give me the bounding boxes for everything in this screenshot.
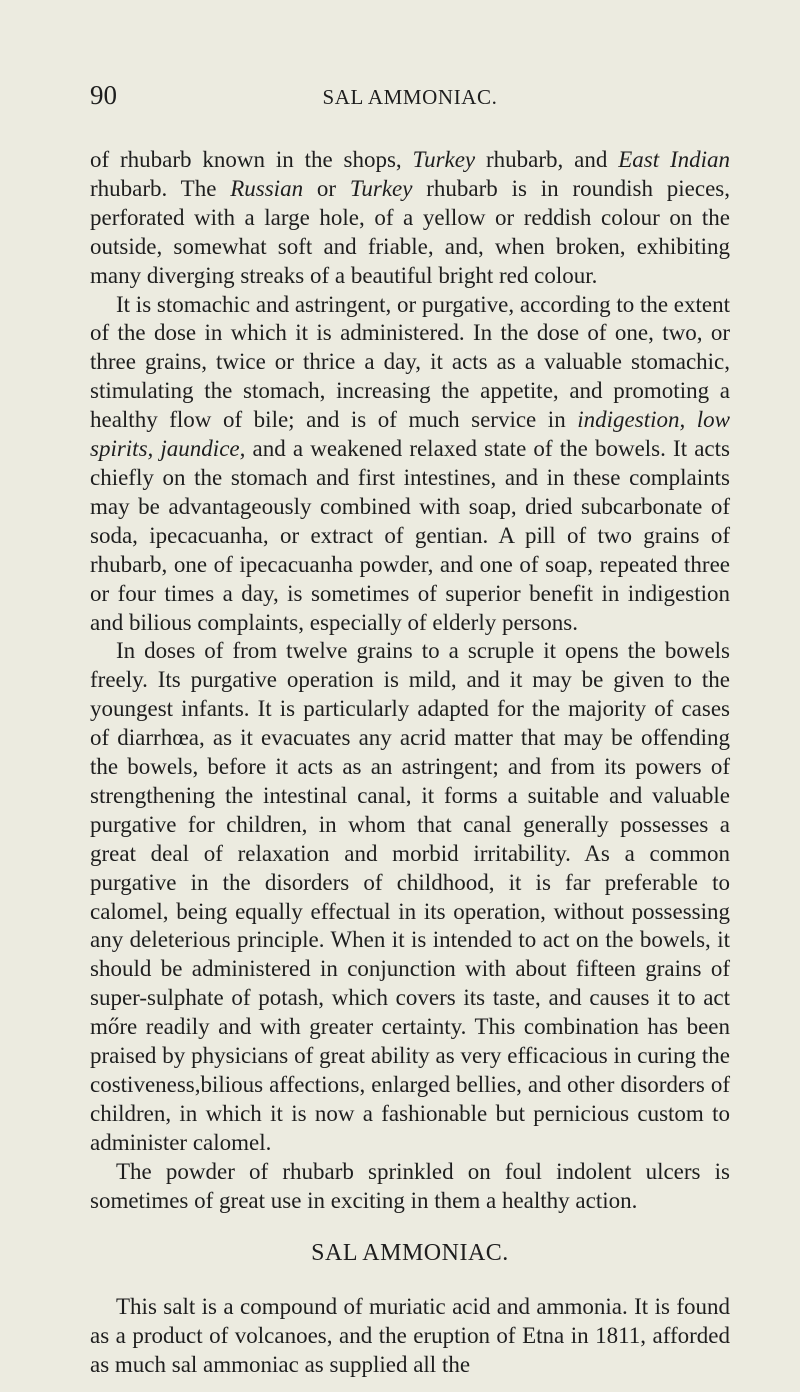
- paragraph-powder-ulcers: The powder of rhubarb sprinkled on foul indolent ulcers is sometimes of great use in exciting in them a healthy action.: [90, 1158, 730, 1213]
- section-heading: SAL AMMONIAC.: [311, 1240, 509, 1266]
- body-text-sal-ammoniac: [90, 1292, 730, 1379]
- page-number: 90: [90, 80, 117, 110]
- paragraph-rhubarb-kinds: of rhubarb known in the shops, Turkey rhubarb, and East Indian rhubarb. The Russian or Turkey rhubarb is in roundish pieces, perforated with a large hole, of a yellow or reddish colour on the outside, somewhat soft and friable, and, when broken, exhibiting many diverging streaks of a beautiful bright red colour.: [90, 147, 730, 288]
- paragraph-stomachic: It is stomachic and astringent, or purgative, according to the extent of the dose in which it is administered. In the dose of one, two, or three grains, twice or thrice a day, it acts as a valuable stomachic, stimulating the stomach, increasing the appetite, and promoting a healthy flow of bile; and is of much service in indigestion, low spirits, jaundice, and a weakened relaxed state of the bowels. It acts chiefly on the stomach and first intestines, and in these complaints may be advantageously combined with soap, dried subcarbonate of soda, ipecacuanha, or extract of gentian. A pill of two grains of rhubarb, one of ipecacuanha powder, and one of soap, repeated three or four times a day, is sometimes of superior benefit in indigestion and bilious complaints, especially of elderly persons.: [90, 291, 731, 635]
- paragraph-purgative: In doses of from twelve grains to a scruple it opens the bowels freely. Its purgative operation is mild, and it may be given to the youngest infants. It is particularly adapted for the majority of cases of diarrhœa, as it evacuates any acrid matter that may be offending the bowels, before it acts as an astringent; and from its powers of strengthening the intestinal canal, it forms a suitable and valuable purgative for children, in whom that canal generally possesses a great deal of relaxation and morbid irritability. As a common purgative in the disorders of childhood, it is far preferable to calomel, being equally effectual in its operation, without possessing any deleterious principle. When it is intended to act on the bowels, it should be administered in conjunction with about fifteen grains of super-sulphate of potash, which covers its taste, and causes it to act mőre readily and with greater certainty. This combination has been praised by physicians of great ability as very efficacious in curing the costiveness,bilious affections, enlarged bellies, and other disorders of children, in which it is now a fashionable but pernicious custom to administer calomel.: [90, 638, 730, 1155]
- running-head: [90, 80, 730, 116]
- running-title: SAL AMMONIAC.: [322, 85, 498, 109]
- body-text: [90, 146, 730, 1216]
- paragraph-sal-ammoniac: This salt is a compound of muriatic acid and ammonia. It is found as a product of volcanoes, and the eruption of Etna in 1811, afforded as much sal ammoniac as supplied all the: [90, 1294, 730, 1377]
